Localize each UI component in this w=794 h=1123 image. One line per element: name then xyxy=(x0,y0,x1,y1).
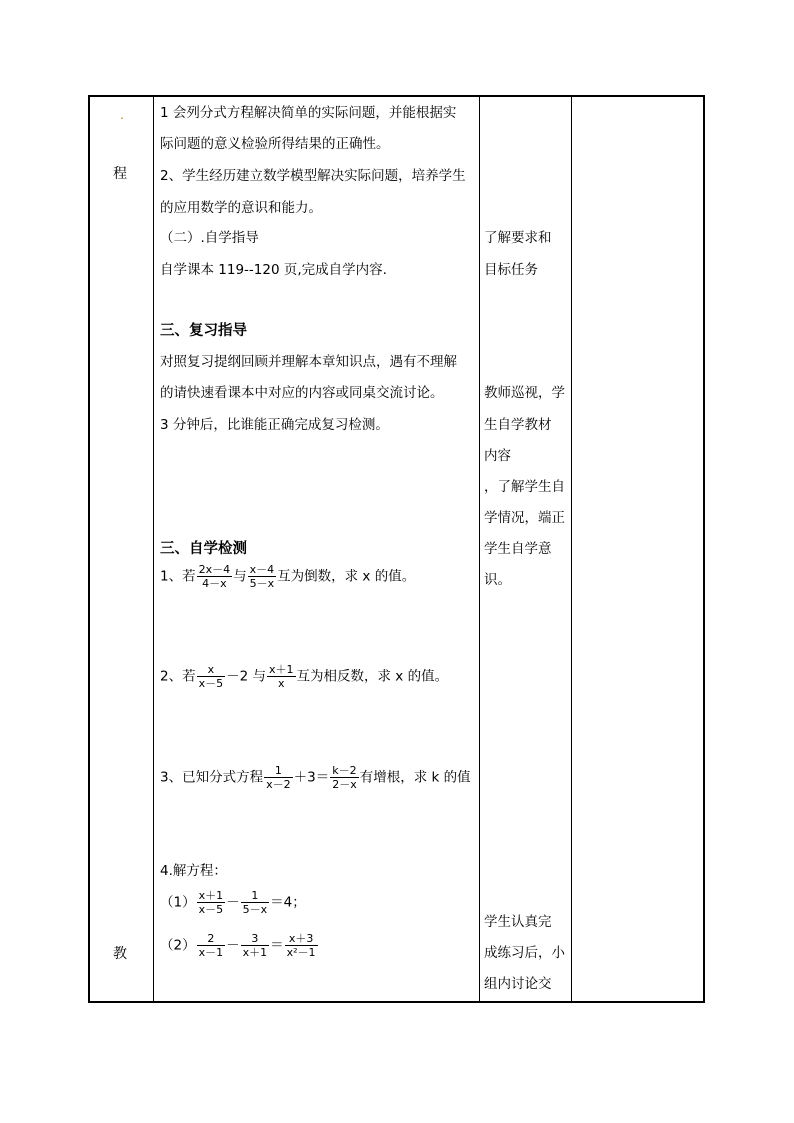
note-2-line-7: 识。 xyxy=(484,572,511,588)
content-line-8: 的请快速看课本中对应的内容或同桌交流讨论。 xyxy=(160,385,444,401)
note-3-line-1: 学生认真完 xyxy=(484,914,552,930)
fraction: $\frac{3}{x+1}$ xyxy=(242,932,268,959)
note-2-line-4: ，了解学生自 xyxy=(484,479,565,495)
note-1-line-1: 了解要求和 xyxy=(484,230,552,246)
column-divider-2 xyxy=(479,97,480,1001)
question-1: 1、若 $\frac{2x-4}{4-x}$ 与 $\frac{x-4}{5-x}$ 互为倒数，求 x 的值。 xyxy=(160,563,416,590)
note-3-line-2: 成练习后，小 xyxy=(484,945,565,961)
fraction: $\frac{1}{5-x}$ xyxy=(242,889,268,916)
question-4-part-1: （1） $\frac{x+1}{x-5}$ － $\frac{1}{5-x}$ ＝4； xyxy=(160,889,306,916)
column-divider-3 xyxy=(571,97,572,1001)
content-line-9: 3 分钟后，比谁能正确完成复习检测。 xyxy=(160,417,389,433)
question-2: 2、若 $\frac{x}{x-5}$ －2 与 $\frac{x+1}{x}$ 互为相反数，求 x 的值。 xyxy=(160,663,449,690)
content-line-5: （二）.自学指导 xyxy=(160,230,259,246)
content-line-7: 对照复习提纲回顾并理解本章知识点，遇有不理解 xyxy=(160,354,457,370)
question-4-part-2: （2） $\frac{2}{x-1}$ － $\frac{3}{x+1}$ ＝ $\frac{x+3}{\text{x²－1}}$ xyxy=(160,932,316,959)
note-2-line-2: 生自学教材 xyxy=(484,417,552,433)
fraction: $\frac{x+3}{\text{x²－1}}$ xyxy=(286,932,316,959)
content-line-2: 际问题的意义检验所得结果的正确性。 xyxy=(160,136,390,152)
heading-self-check: 三、自学检测 xyxy=(160,541,247,557)
fraction: $\frac{x}{x-5}$ xyxy=(198,663,224,690)
note-1-line-2: 目标任务 xyxy=(484,262,538,278)
question-4: 4.解方程： xyxy=(160,863,227,879)
fraction: $\frac{x+1}{x-5}$ xyxy=(198,889,224,916)
fraction: $\frac{2x-4}{4-x}$ xyxy=(198,563,231,590)
note-3-line-3: 组内讨论交 xyxy=(484,976,552,992)
left-char-bottom: 教 xyxy=(113,946,127,962)
left-char-top: 程 xyxy=(113,166,127,182)
note-2-line-6: 学生自学意 xyxy=(484,541,552,557)
note-2-line-3: 内容 xyxy=(484,448,511,464)
fraction: $\frac{x-4}{5-x}$ xyxy=(249,563,275,590)
content-line-1: 1 会列分式方程解决简单的实际问题，并能根据实 xyxy=(160,105,457,121)
mark-dot: . xyxy=(120,108,124,122)
column-divider-1 xyxy=(153,97,154,1001)
content-line-4: 的应用数学的意识和能力。 xyxy=(160,200,322,216)
content-line-3: 2、学生经历建立数学模型解决实际问题，培养学生 xyxy=(160,168,466,184)
content-line-6: 自学课本 119--120 页,完成自学内容. xyxy=(160,262,387,278)
note-2-line-1: 教师巡视，学 xyxy=(484,385,565,401)
heading-review: 三、复习指导 xyxy=(160,323,247,339)
fraction: $\frac{x+1}{x}$ xyxy=(269,663,294,690)
fraction: $\frac{2}{x-1}$ xyxy=(198,932,224,959)
note-2-line-5: 学情况，端正 xyxy=(484,510,565,526)
question-3: 3、已知分式方程 $\frac{1}{x-2}$ ＋3＝ $\frac{k-2}{2-x}$ 有增根，求 k 的值 xyxy=(160,764,471,791)
fraction: $\frac{1}{x-2}$ xyxy=(266,764,291,791)
fraction: $\frac{k-2}{2-x}$ xyxy=(332,764,357,791)
